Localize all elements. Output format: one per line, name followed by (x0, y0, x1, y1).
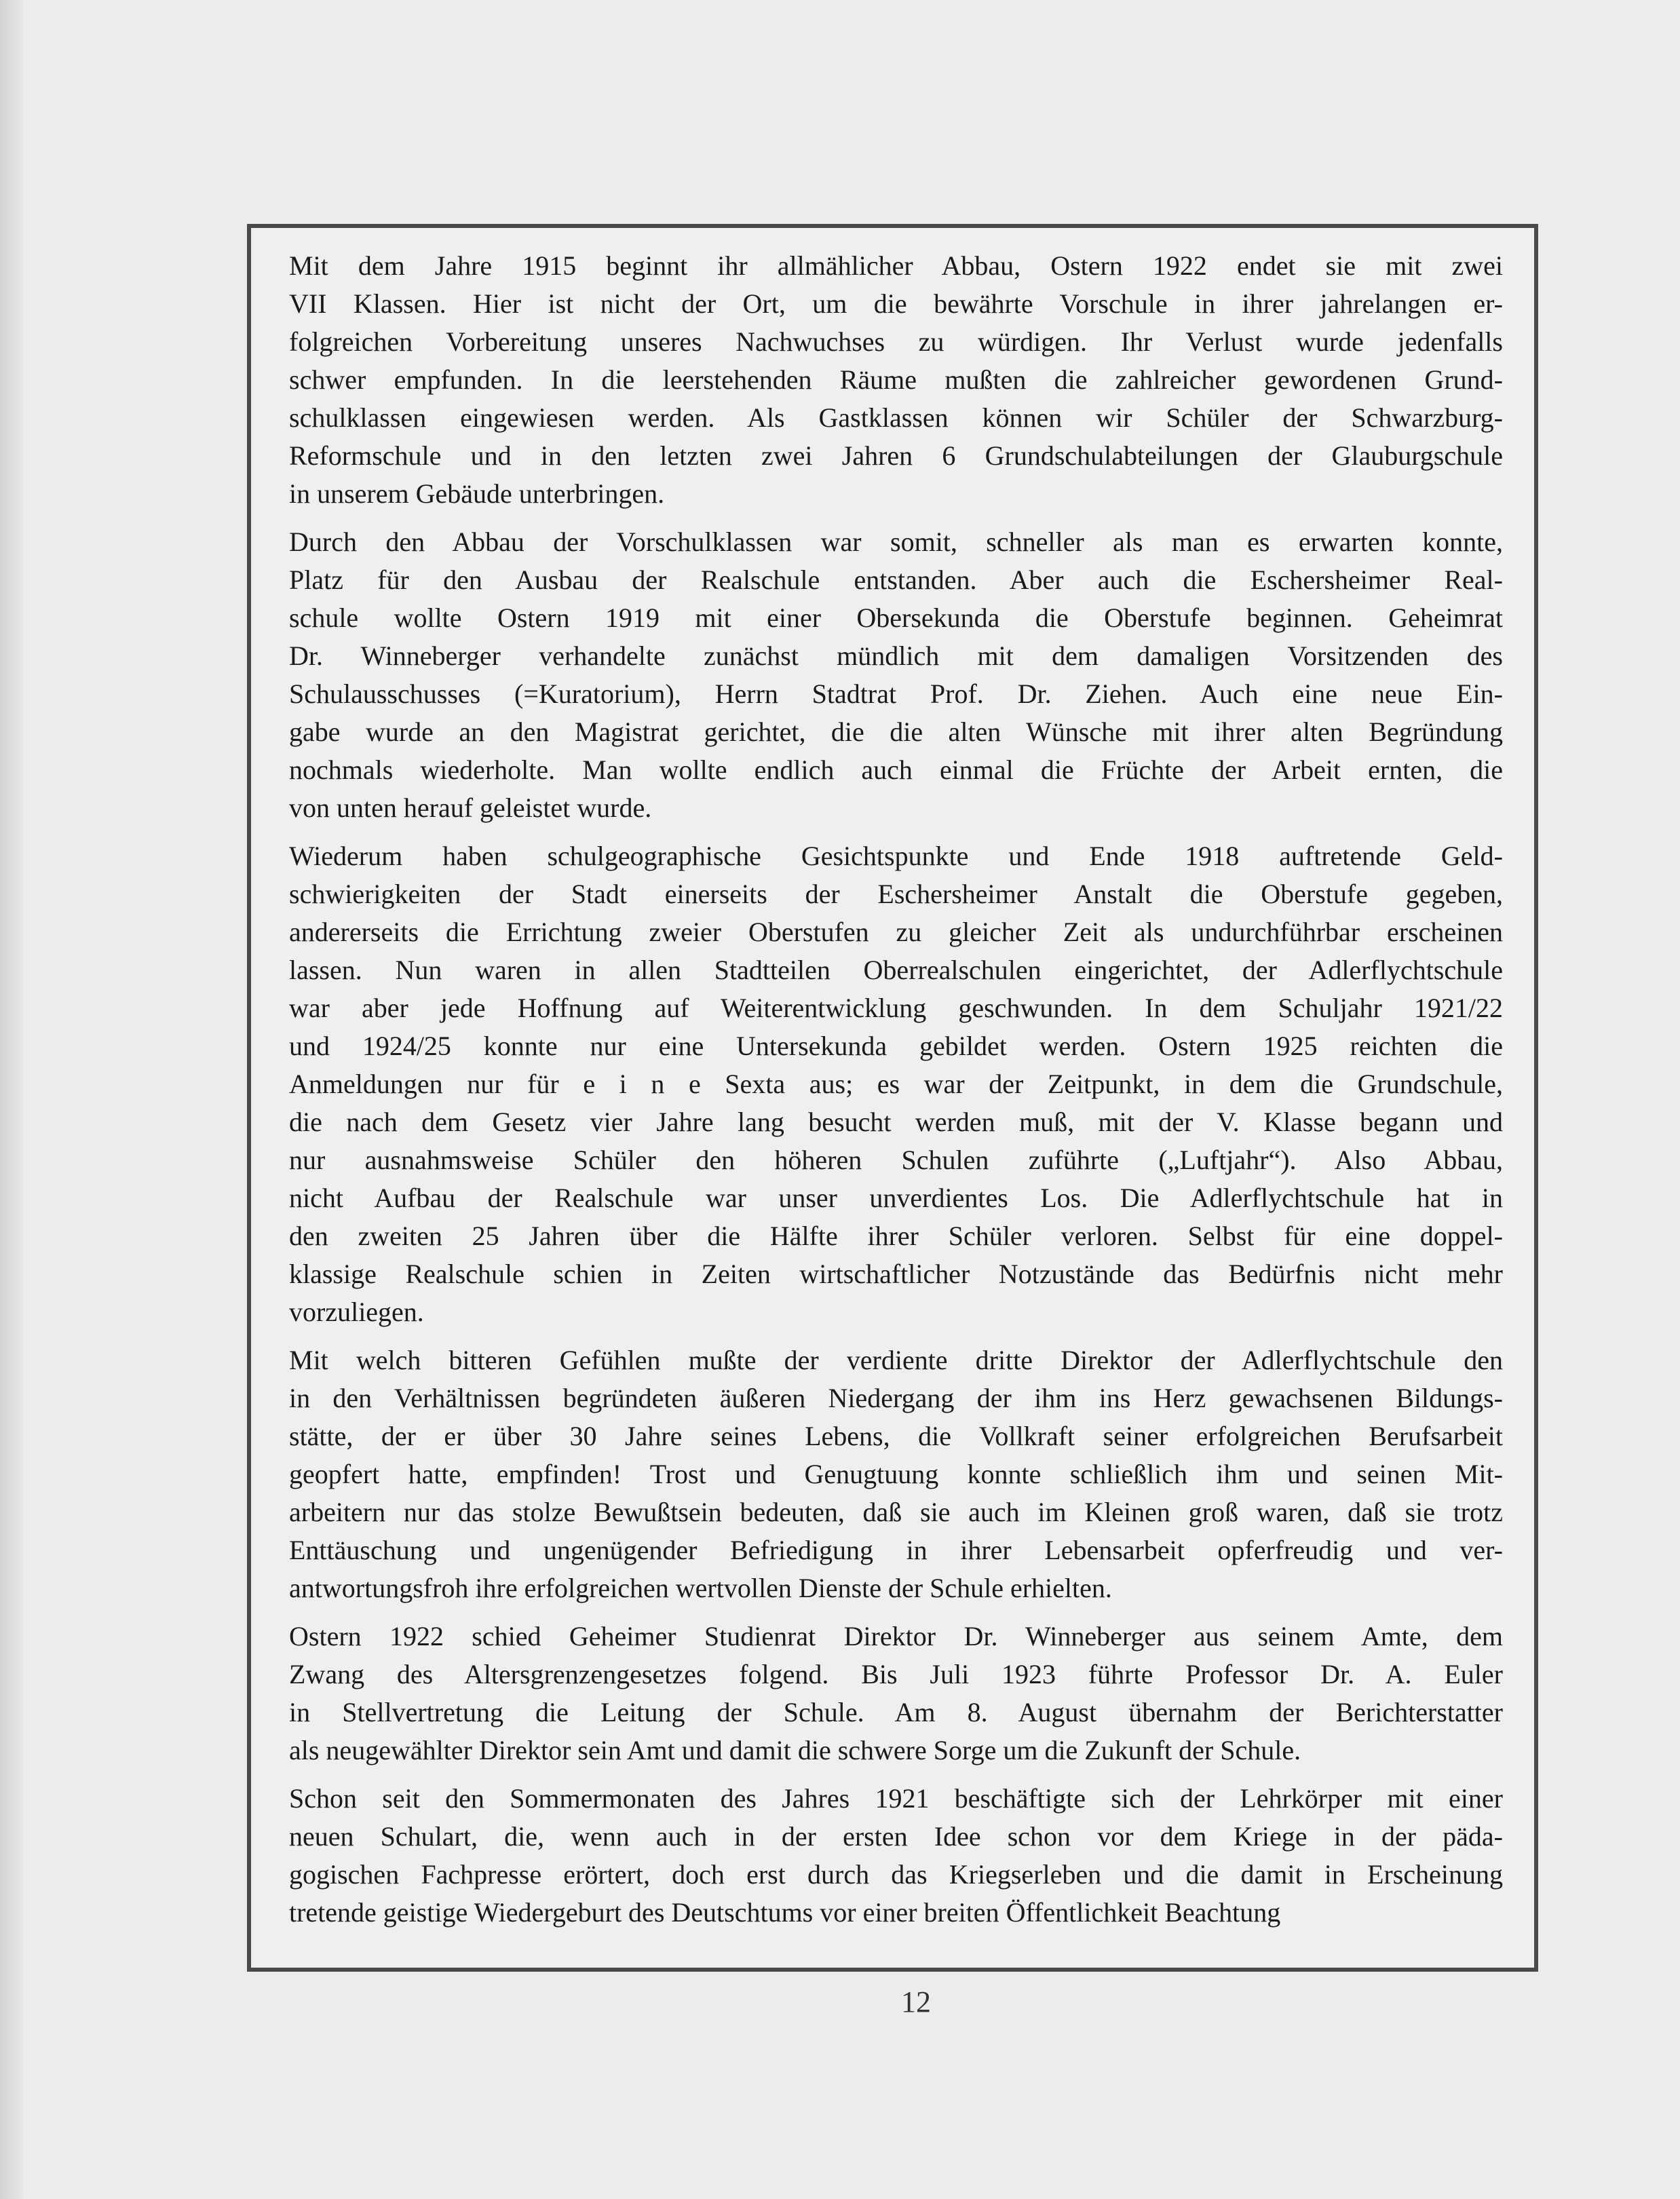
text-line: Mit dem Jahre 1915 beginnt ihr allmählicher Abbau, Ostern 1922 endet sie mit zwei (289, 250, 1503, 281)
text-line: in unserem Gebäude unterbringen. (289, 478, 665, 509)
text-frame (247, 224, 1538, 1972)
text-line: die nach dem Gesetz vier Jahre lang besucht werden muß, mit der V. Klasse begann und (289, 1107, 1503, 1137)
text-line: Platz für den Ausbau der Realschule entstanden. Aber auch die Eschersheimer Real- (289, 565, 1503, 595)
text-line: von unten herauf geleistet wurde. (289, 792, 652, 823)
text-line: Durch den Abbau der Vorschulklassen war somit, schneller als man es erwarten konnte, (289, 527, 1503, 557)
text-line: schwer empfunden. In die leerstehenden Räume mußten die zahlreicher gewordenen Grund- (289, 364, 1503, 395)
text-line: lassen. Nun waren in allen Stadtteilen Oberrealschulen eingerichtet, der Adlerflychtschule (289, 955, 1503, 985)
text-line: und 1924/25 konnte nur eine Untersekunda gebildet werden. Ostern 1925 reichten die (289, 1031, 1503, 1061)
text-line: nicht Aufbau der Realschule war unser unverdientes Los. Die Adlerflychtschule hat in (289, 1183, 1503, 1213)
paragraph (289, 523, 1503, 827)
text-line: nochmals wiederholte. Man wollte endlich auch einmal die Früchte der Arbeit ernten, die (289, 754, 1503, 785)
text-line: Enttäuschung und ungenügender Befriedigung in ihrer Lebensarbeit opferfreudig und ver- (289, 1535, 1503, 1565)
text-line: VII Klassen. Hier ist nicht der Ort, um die bewährte Vorschule in ihrer jahrelangen er- (289, 288, 1503, 319)
text-line: geopfert hatte, empfinden! Trost und Genugtuung konnte schließlich ihm und seinen Mit- (289, 1459, 1503, 1489)
text-line: schule wollte Ostern 1919 mit einer Obersekunda die Oberstufe beginnen. Geheimrat (289, 603, 1503, 633)
text-line: nur ausnahmsweise Schüler den höheren Schulen zuführte („Luftjahr“). Also Abbau, (289, 1145, 1503, 1175)
text-line: Anmeldungen nur für e i n e Sexta aus; es war der Zeitpunkt, in dem die Grundschule, (289, 1069, 1503, 1099)
text-line: klassige Realschule schien in Zeiten wirtschaftlicher Notzustände das Bedürfnis nicht mehr (289, 1259, 1503, 1289)
text-line: arbeitern nur das stolze Bewußtsein bedeuten, daß sie auch im Kleinen groß waren, daß sie trotz (289, 1497, 1503, 1527)
text-line: neuen Schulart, die, wenn auch in der ersten Idee schon vor dem Kriege in der päda- (289, 1821, 1503, 1852)
paragraph (289, 837, 1503, 1331)
text-line: Schon seit den Sommermonaten des Jahres 1921 beschäftigte sich der Lehrkörper mit einer (289, 1783, 1503, 1814)
paragraph (289, 1780, 1503, 1932)
paragraph (289, 1618, 1503, 1770)
text-line: in Stellvertretung die Leitung der Schule. Am 8. August übernahm der Berichterstatter (289, 1697, 1503, 1727)
paragraph (289, 247, 1503, 513)
text-line: war aber jede Hoffnung auf Weiterentwicklung geschwunden. In dem Schuljahr 1921/22 (289, 993, 1503, 1023)
page-edge-shadow (0, 0, 23, 2199)
text-line: Ostern 1922 schied Geheimer Studienrat Direktor Dr. Winneberger aus seinem Amte, dem (289, 1621, 1503, 1651)
text-line: in den Verhältnissen begründeten äußeren Niedergang der ihm ins Herz gewachsenen Bildungs- (289, 1383, 1503, 1413)
text-line: stätte, der er über 30 Jahre seines Lebens, die Vollkraft seiner erfolgreichen Berufsarbeit (289, 1421, 1503, 1451)
text-line: antwortungsfroh ihre erfolgreichen wertvollen Dienste der Schule erhielten. (289, 1573, 1112, 1603)
page-number: 12 (901, 1985, 931, 2019)
text-line: Reformschule und in den letzten zwei Jahren 6 Grundschulabteilungen der Glauburgschule (289, 440, 1503, 471)
paragraph (289, 1341, 1503, 1607)
text-line: als neugewählter Direktor sein Amt und damit die schwere Sorge um die Zukunft der Schule. (289, 1735, 1301, 1765)
text-line: andererseits die Errichtung zweier Oberstufen zu gleicher Zeit als undurchführbar erscheinen (289, 917, 1503, 947)
text-line: gabe wurde an den Magistrat gerichtet, die die alten Wünsche mit ihrer alten Begründung (289, 716, 1503, 747)
body-text (289, 247, 1503, 1932)
text-line: Mit welch bitteren Gefühlen mußte der verdiente dritte Direktor der Adlerflychtschule den (289, 1345, 1503, 1375)
text-line: schulklassen eingewiesen werden. Als Gastklassen können wir Schüler der Schwarzburg- (289, 402, 1503, 433)
text-line: den zweiten 25 Jahren über die Hälfte ihrer Schüler verloren. Selbst für eine doppel- (289, 1221, 1503, 1251)
text-line: Schulausschusses (=Kuratorium), Herrn Stadtrat Prof. Dr. Ziehen. Auch eine neue Ein- (289, 678, 1503, 709)
text-line: folgreichen Vorbereitung unseres Nachwuchses zu würdigen. Ihr Verlust wurde jedenfalls (289, 326, 1503, 357)
text-line: gogischen Fachpresse erörtert, doch erst durch das Kriegserleben und die damit in Erscheinung (289, 1859, 1503, 1890)
text-line: Zwang des Altersgrenzengesetzes folgend. Bis Juli 1923 führte Professor Dr. A. Euler (289, 1659, 1503, 1689)
text-line: Wiederum haben schulgeographische Gesichtspunkte und Ende 1918 auftretende Geld- (289, 841, 1503, 871)
text-line: Dr. Winneberger verhandelte zunächst mündlich mit dem damaligen Vorsitzenden des (289, 640, 1503, 671)
text-line: tretende geistige Wiedergeburt des Deutschtums vor einer breiten Öffentlichkeit Beachtung (289, 1897, 1281, 1928)
text-line: vorzuliegen. (289, 1297, 424, 1327)
text-line: schwierigkeiten der Stadt einerseits der Eschersheimer Anstalt die Oberstufe gegeben, (289, 879, 1503, 909)
